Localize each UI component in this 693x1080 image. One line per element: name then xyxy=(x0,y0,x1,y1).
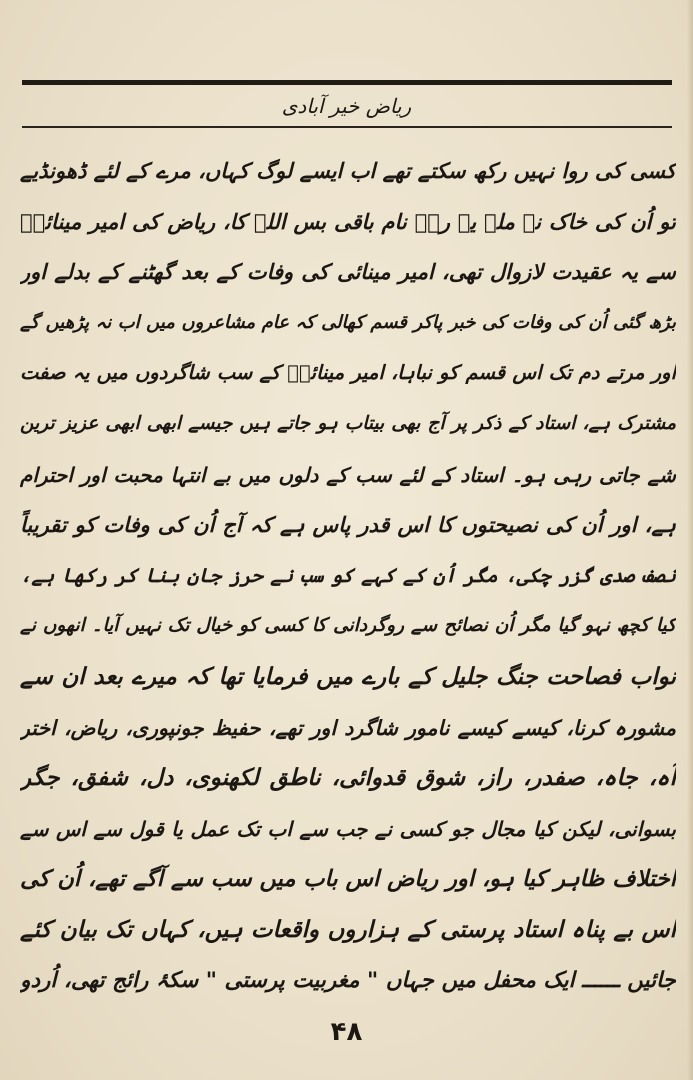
text-line: نصف صدی گزر چکی، مگر اُن کے کہے کو سب نے حرز جان بنا کر رکھا ہے، xyxy=(20,563,676,587)
header-rule-thin xyxy=(22,126,672,128)
text-line: سے یہ عقیدت لازوال تھی، امیر مینائی کی وفات کے بعد گھٹنے کے بدلے اور xyxy=(20,260,676,285)
text-line: جائیں ــــــ ایک محفل میں جہاں " مغربیت پرستی " سکۂ رائج تھی، اُردو xyxy=(20,967,676,993)
body-text xyxy=(20,146,676,1006)
text-line: کسی کی روا نہیں رکھ سکتے تھے اب ایسے لوگ کہاں، مرے کے لئے ڈھونڈیے xyxy=(20,159,676,183)
text-line: اور مرتے دم تک اس قسم کو نباہا، امیر مینائیؒ کے سب شاگردوں میں یہ صفت xyxy=(20,361,676,385)
text-line: شے جاتی رہی ہو۔ استاد کے لئے سب کے دلوں میں بے انتہا محبت اور احترام xyxy=(20,462,676,487)
text-line: مشترک ہے، استاد کے ذکر پر آج بھی بیتاب ہو جاتے ہیں جیسے ابھی ابھی عزیز ترین xyxy=(20,412,676,434)
text-line: آہ، جاہ، صفدر، راز، شوق قدوائی، ناطق لکھنوی، دل، شفق، جگر xyxy=(20,765,676,792)
text-line: بڑھ گئی اُن کی وفات کی خبر پاکر قسم کھالی کہ عام مشاعروں میں اب نہ پڑھیں گے xyxy=(20,311,676,333)
text-line: تو اُن کی خاک نہ ملے یہ رہے نام باقی بس اللہ کا، ریاض کی امیر مینائیؒ xyxy=(20,209,676,234)
text-line: کیا کچھ نہو گیا مگر اُن نصائح سے روگردانی کا کسی کو خیال تک نہیں آیا۔ انھوں نے xyxy=(20,615,676,637)
running-title: ریاض خیر آبادی xyxy=(281,94,412,118)
text-line: مشورہ کرنا، کیسے کیسے نامور شاگرد اور تھے، حفیظ جونپوری، ریاض، اختر xyxy=(20,715,676,740)
text-line: اختلاف ظاہر کیا ہو، اور ریاض اس باب میں سب سے آگے تھے، اُن کی xyxy=(20,866,676,893)
page-edge-shadow xyxy=(687,0,693,1080)
text-line: بسوانی، لیکن کیا مجال جو کسی نے جب سے اب تک عمل یا قول سے اس سے xyxy=(20,816,676,841)
text-line: نواب فصاحت جنگ جلیل کے بارے میں فرمایا تھا کہ میرے بعد ان سے xyxy=(20,663,676,690)
page-number: ۴۸ xyxy=(330,1017,363,1047)
text-line: ہے، اور اُن کی نصیحتوں کا اس قدر پاس ہے کہ آج اُن کی وفات کو تقریباً xyxy=(20,513,676,538)
text-line: اس بے پناہ استاد پرستی کے ہزاروں واقعات ہیں، کہاں تک بیان کئے xyxy=(20,916,676,943)
header-rule-thick xyxy=(22,80,672,85)
